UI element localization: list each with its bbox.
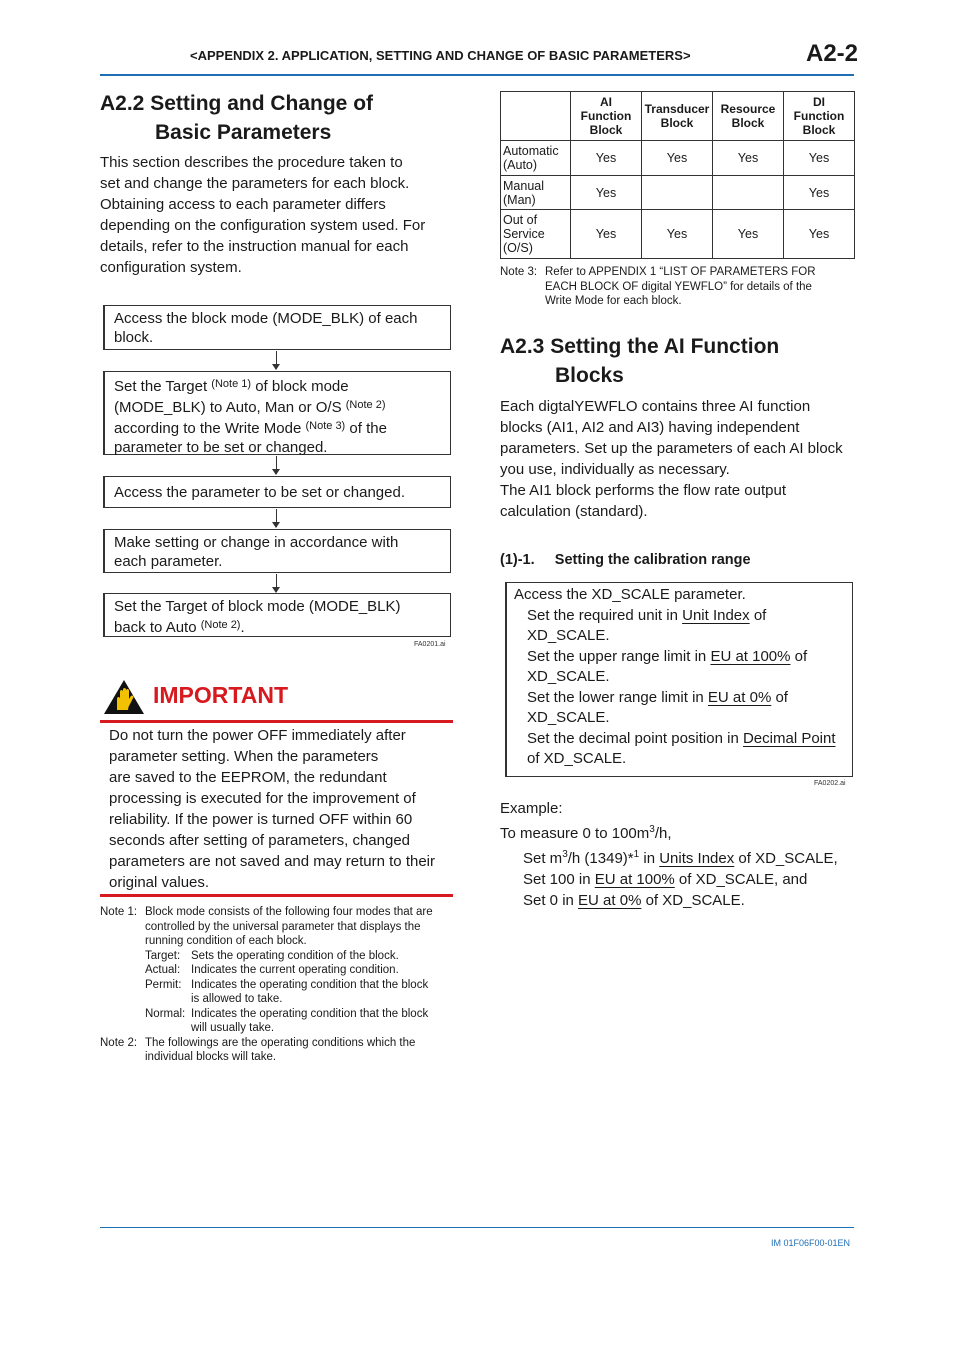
text-line: of XD_SCALE. xyxy=(527,750,627,767)
text-line xyxy=(514,688,836,709)
mode-text: Indicates the current operating condition. xyxy=(191,964,399,976)
text-line: individual blocks will take. xyxy=(145,1051,277,1063)
mode-text: Sets the operating condition of the block. xyxy=(191,949,399,962)
note-ref: (Note 2) xyxy=(200,619,241,631)
text-line: are saved to the EEPROM, the redundant xyxy=(109,769,387,786)
parameter-name: Decimal Point xyxy=(742,729,836,747)
text: in xyxy=(639,850,660,867)
text-line: Write Mode for each block. xyxy=(545,295,682,307)
mode-definition xyxy=(145,963,433,978)
text-line: Resource xyxy=(720,102,776,116)
text-line: calculation (standard). xyxy=(500,503,648,520)
running-header: <APPENDIX 2. APPLICATION, SETTING AND CHANGE OF BASIC PARAMETERS> xyxy=(190,48,691,63)
table-cell: Yes xyxy=(571,210,642,259)
text-line: running condition of each block. xyxy=(145,935,307,947)
mode-definition xyxy=(145,978,433,1007)
text: Set the lower range limit in xyxy=(527,688,708,706)
text-line: AI xyxy=(600,95,612,109)
text-line: Do not turn the power OFF immediately after xyxy=(109,727,406,744)
figure-id: FA0202.ai xyxy=(814,780,846,787)
text-line: reliability. If the power is turned OFF within 60 xyxy=(109,811,413,828)
text-line xyxy=(500,890,838,911)
text-line: XD_SCALE. xyxy=(527,709,610,726)
parameter-name: EU at 0% xyxy=(707,688,772,706)
text-line: original values. xyxy=(109,874,210,891)
text-line: Obtaining access to each parameter differs xyxy=(100,196,386,213)
text-line: is allowed to take. xyxy=(191,993,283,1005)
text-line: Indicates the operating condition that the block xyxy=(191,978,429,991)
table-cell: Yes xyxy=(642,141,713,176)
text: of the xyxy=(345,420,387,437)
flow-box-2 xyxy=(103,371,451,455)
text: . xyxy=(240,619,245,636)
text: Set the upper range limit in xyxy=(527,647,711,665)
mode-definition xyxy=(145,1007,433,1036)
text-line xyxy=(114,417,443,438)
table-row xyxy=(501,210,855,259)
text: Set 100 in xyxy=(523,871,595,888)
text: Set 0 in xyxy=(523,892,579,909)
example-block xyxy=(500,798,838,911)
parameter-name: EU at 100% xyxy=(710,647,791,665)
text-line xyxy=(500,819,838,844)
text-line xyxy=(514,606,836,627)
text-line: Access the parameter to be set or changed. xyxy=(114,484,405,501)
table-cell: Yes xyxy=(713,141,784,176)
table-cell: Yes xyxy=(784,141,855,176)
text-line xyxy=(514,647,836,668)
text: back to Auto xyxy=(114,619,201,636)
flow-box-5 xyxy=(103,593,451,637)
parameter-name: Units Index xyxy=(659,850,735,867)
text-line: Access the XD_SCALE parameter. xyxy=(514,586,746,603)
heading-line: A2.2 Setting and Change of xyxy=(100,92,374,115)
text-line: block. xyxy=(114,329,154,346)
example-label: Example: xyxy=(500,800,563,817)
text-line: XD_SCALE. xyxy=(527,668,610,685)
note-3 xyxy=(500,265,854,309)
table-cell: Yes xyxy=(784,176,855,210)
section-a22-paragraph xyxy=(100,152,425,278)
flow-box-1 xyxy=(103,305,451,350)
sub-heading: (1)-1. Setting the calibration range xyxy=(500,552,751,568)
table-header-cell xyxy=(571,92,642,141)
text-line: Service xyxy=(503,227,545,241)
text-line: DI xyxy=(813,95,825,109)
header-rule xyxy=(100,74,854,76)
text: To measure 0 to 100m xyxy=(500,825,650,842)
text: of XD_SCALE, xyxy=(734,850,838,867)
mode-label: Target: xyxy=(145,949,181,962)
table-cell: Yes xyxy=(571,141,642,176)
text-line: Each digtalYEWFLO contains three AI function xyxy=(500,398,811,415)
text-line: Function xyxy=(580,109,632,123)
text-line: blocks (AI1, AI2 and AI3) having independent xyxy=(500,419,800,436)
note-label: Note 2: xyxy=(100,1036,138,1049)
text-line: will usually take. xyxy=(191,1022,275,1034)
text: Set the decimal point position in xyxy=(527,729,743,747)
note-label: Note 1: xyxy=(100,906,138,918)
note-ref: (Note 3) xyxy=(305,420,346,432)
text-line: Automatic xyxy=(503,144,559,158)
calibration-steps xyxy=(514,585,836,770)
text: (MODE_BLK) to Auto, Man or O/S xyxy=(114,399,346,416)
mode-label: Normal: xyxy=(145,1007,186,1020)
text-line: depending on the configuration system used. For xyxy=(100,217,426,234)
table-cell xyxy=(713,176,784,210)
text: /h (1349)* xyxy=(567,850,634,867)
text: Set the Target xyxy=(114,378,212,395)
important-top-rule xyxy=(100,720,453,723)
flow-arrow xyxy=(276,351,277,369)
note-body xyxy=(145,905,433,1036)
text-line xyxy=(514,729,836,750)
note-2 xyxy=(100,1036,460,1065)
flow-arrow xyxy=(276,574,277,592)
text-line: Transducer xyxy=(644,102,710,116)
text-line: (Man) xyxy=(503,192,536,207)
section-a23-paragraph xyxy=(500,396,843,522)
table-cell: Yes xyxy=(713,210,784,259)
text-line: Block xyxy=(731,116,765,130)
text-line: XD_SCALE. xyxy=(527,627,610,644)
text-line: Access the block mode (MODE_BLK) of each xyxy=(114,310,418,327)
text-line: The followings are the operating conditions which the xyxy=(145,1036,416,1049)
text-line: Refer to APPENDIX 1 “LIST OF PARAMETERS FOR xyxy=(545,266,816,278)
parameter-name: EU at 100% xyxy=(594,871,675,888)
row-label xyxy=(501,176,571,210)
text-line: seconds after setting of parameters, changed xyxy=(109,832,411,849)
important-bottom-rule xyxy=(100,894,453,897)
mode-text xyxy=(191,978,428,1007)
text-line: parameters are not saved and may return to their xyxy=(109,853,436,870)
footer-rule xyxy=(100,1227,854,1228)
important-title: IMPORTANT xyxy=(153,682,289,708)
text: Set the required unit in xyxy=(527,606,683,624)
note-ref: (Note 1) xyxy=(211,378,252,390)
table-header-cell xyxy=(642,92,713,141)
text-line: Function xyxy=(793,109,845,123)
text: of xyxy=(790,647,808,665)
text-line: EACH BLOCK OF digital YEWFLO” for details of the xyxy=(545,280,812,293)
text: /h, xyxy=(654,825,672,842)
note-label: Note 3: xyxy=(500,266,538,278)
flow-arrow xyxy=(276,509,277,527)
text-line: details, refer to the instruction manual for each xyxy=(100,238,409,255)
figure-id: FA0201.ai xyxy=(414,641,446,648)
text-line: configuration system. xyxy=(100,259,242,276)
note-body xyxy=(545,265,816,309)
text: of xyxy=(749,606,767,624)
heading-line: A2.3 Setting the AI Function xyxy=(500,335,780,358)
text: of block mode xyxy=(251,378,349,395)
text-line: Out of xyxy=(503,213,538,227)
table-cell: Yes xyxy=(642,210,713,259)
text-line: parameter to be set or changed. xyxy=(114,439,328,456)
mode-label: Actual: xyxy=(145,964,181,976)
note-1 xyxy=(100,905,460,1036)
text-line: you use, individually as necessary. xyxy=(500,461,730,478)
table-row xyxy=(501,141,855,176)
section-heading-a23 xyxy=(500,332,779,390)
important-text xyxy=(109,725,435,893)
text-line: Block xyxy=(589,123,623,137)
heading-line: Basic Parameters xyxy=(155,121,332,144)
text-line xyxy=(114,396,443,417)
text: of XD_SCALE. xyxy=(641,892,745,909)
text-line: Indicates the operating condition that the block xyxy=(191,1007,429,1020)
table-corner-cell xyxy=(501,92,571,141)
text-line: Manual xyxy=(503,178,544,193)
note-body xyxy=(145,1036,415,1065)
text: of xyxy=(771,688,788,706)
text-line xyxy=(114,616,443,637)
table-cell: Yes xyxy=(784,210,855,259)
note-row xyxy=(500,265,854,309)
text-line: Block xyxy=(802,123,836,137)
superscript: 3 xyxy=(562,849,568,860)
text-line xyxy=(500,869,838,890)
text-line: processing is executed for the improvement of xyxy=(109,790,416,807)
text-line: Block mode consists of the following four modes that are xyxy=(145,906,433,918)
text: according to the Write Mode xyxy=(114,420,306,437)
note-ref: (Note 2) xyxy=(345,399,386,411)
text-line xyxy=(500,844,838,869)
section-heading-a22 xyxy=(100,89,373,147)
superscript: 3 xyxy=(649,824,655,835)
row-label xyxy=(501,141,571,176)
flow-box-4 xyxy=(103,529,451,573)
text-line xyxy=(114,375,443,396)
mode-text xyxy=(191,1007,428,1036)
mode-label: Permit: xyxy=(145,978,182,991)
flow-box-3 xyxy=(103,476,451,508)
text: Set m xyxy=(523,850,563,867)
text-line: each parameter. xyxy=(114,553,223,570)
text-line: (Auto) xyxy=(503,158,538,172)
text-line: parameter setting. When the parameters xyxy=(109,748,379,765)
heading-line: Blocks xyxy=(555,364,624,387)
text-line: parameters. Set up the parameters of each AI block xyxy=(500,440,843,457)
text-line: (O/S) xyxy=(503,241,533,255)
text-line: controlled by the universal parameter that displays the xyxy=(145,920,421,933)
table-header-cell xyxy=(784,92,855,141)
caution-hand-icon xyxy=(103,679,145,715)
mode-definition xyxy=(145,949,433,964)
superscript: 1 xyxy=(633,849,640,860)
text-line: Block xyxy=(660,116,694,130)
parameter-name: EU at 0% xyxy=(578,892,642,909)
parameter-name: Unit Index xyxy=(682,606,750,624)
table-cell: Yes xyxy=(571,176,642,210)
block-mode-table xyxy=(500,91,855,259)
row-label xyxy=(501,210,571,259)
text-line: The AI1 block performs the flow rate output xyxy=(500,482,786,499)
table-row xyxy=(501,176,855,210)
document-id: IM 01F06F00-01EN xyxy=(771,1238,851,1248)
text-line: Set the Target of block mode (MODE_BLK) xyxy=(114,598,401,615)
notes-block xyxy=(100,905,460,1065)
flow-arrow xyxy=(276,456,277,474)
text-line: set and change the parameters for each block. xyxy=(100,175,410,192)
text-line: This section describes the procedure taken to xyxy=(100,154,403,171)
table-cell xyxy=(642,176,713,210)
page-number: A2-2 xyxy=(806,40,859,67)
table-header-row xyxy=(501,92,855,141)
table-header-cell xyxy=(713,92,784,141)
text-line: Make setting or change in accordance with xyxy=(114,534,399,551)
text: of XD_SCALE, and xyxy=(674,871,808,888)
